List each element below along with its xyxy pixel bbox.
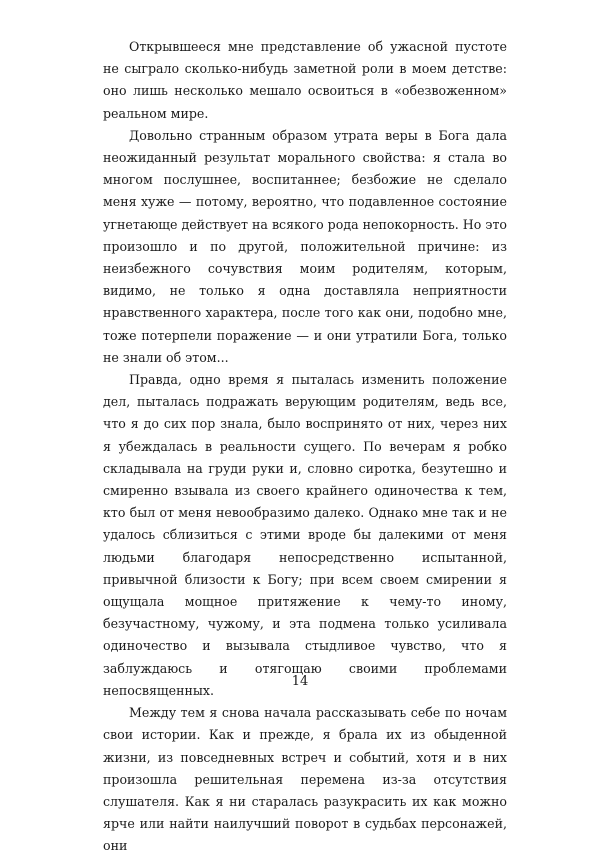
paragraph-1: Открывшееся мне представление об ужасной пустоте не сыграло сколько-нибудь заметной роли в моем детстве: оно лишь несколько мешало освоиться в «обезвоженном» реальном мире. [103, 39, 507, 121]
paragraph-2: Довольно странным образом утрата веры в Бога дала неожиданный результат морального свойства: я стала во многом послушнее, воспитаннее; безбожие не сделало меня хуже — потому, вероятно, что подавленное состояние угнетающе действует на всякого рода непокорность. Но это произошло и по другой, положительной причине: из неизбежного сочувствия моим родителям, которым, видимо, не только я одна доставляла неприятности нравственного характера, после того как они, подобно мне, тоже потерпели поражение — и они утратили Бога, только не знали об этом... [103, 127, 507, 365]
paragraph-3: Правда, одно время я пыталась изменить положение дел, пыталась подражать верующим родителям, ведь все, что я до сих пор знала, было воспринято от них, через них я убеждалась в реальности сущего. По вечерам я робко складывала на груди руки и, словно сиротка, безутешно и смиренно взывала из своего крайнего одиночества к тем, кто был от меня невообразимо далеко. Однако мне так и не удалось сблизиться с этими вроде бы далекими от меня людьми благодаря непосредственно испытанной, привычной близости к Богу; при всем своем смирении я ощущала мощное притяжение к чему-то иному, безучастному, чужому, и эта подмена только усиливала одиночество и вызывала стыдливое чувство, что я заблуждаюсь и отягощаю своими проблемами непосвященных. [103, 372, 507, 698]
page-number: 14 [291, 674, 309, 689]
body-text [103, 36, 507, 858]
paragraph-4: Между тем я снова начала рассказывать себе по ночам свои истории. Как и прежде, я брала их из обыденной жизни, из повседневных встреч и событий, хотя и в них произошла решительная перемена из-за отсутствия слушателя. Как я ни старалась разукрасить их как можно ярче или найти наилучший поворот в судьбах персонажей, они [103, 705, 507, 854]
